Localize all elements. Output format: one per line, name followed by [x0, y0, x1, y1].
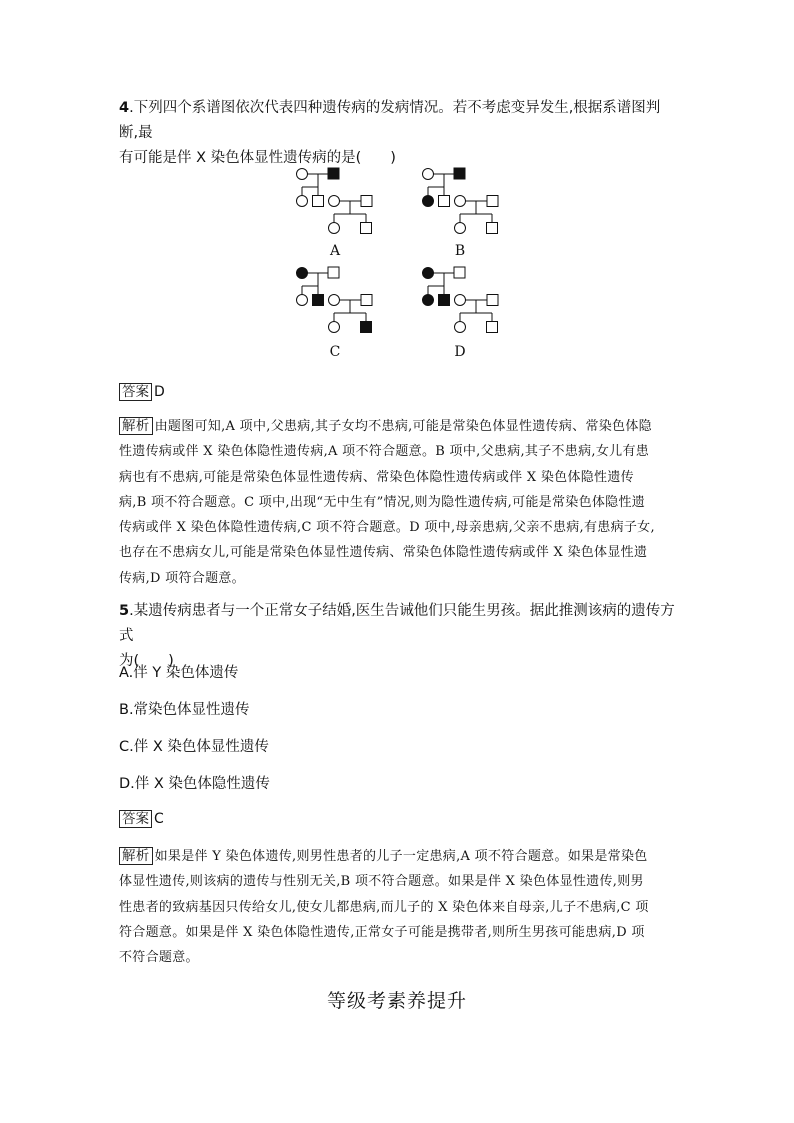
explanation-line: 符合题意。如果是伴 X 染色体隐性遗传,正常女子可能是携带者,则所生男孩可能患病,D 项 [119, 924, 645, 940]
explanation-text: 如果是伴 Y 染色体遗传,则男性患者的儿子一定患病,A 项不符合题意。如果是常染色 [154, 849, 648, 864]
option-a: A.伴 Y 染色体遗传 [119, 665, 239, 681]
question-4-line-2: 有可能是伴 X 染色体显性遗传病的是( ) [119, 150, 396, 166]
explanation-line: 传病或伴 X 染色体隐性遗传病,C 项不符合题意。D 项中,母亲患病,父亲不患病,有患病子女, [119, 520, 655, 536]
explanation-line [119, 844, 681, 869]
question-4-number: 4 [119, 100, 130, 116]
pedigree-label-a: A [329, 243, 341, 259]
answer-tag: 答案 [119, 810, 152, 828]
explanation-line: 不符合题意。 [119, 950, 199, 966]
question-5-text-1: .某遗传病患者与一个正常女子结婚,医生告诫他们只能生男孩。据此推测该病的遗传方式 [119, 603, 675, 644]
question-5-line-1 [119, 599, 679, 649]
answer-value: C [154, 811, 164, 827]
question-5-explanation [119, 844, 681, 970]
pedigree-label-c: C [329, 344, 341, 360]
explanation-line [119, 414, 681, 439]
option-d: D.伴 X 染色体隐性遗传 [119, 776, 270, 792]
question-5-number: 5 [119, 603, 130, 619]
explanation-tag: 解析 [119, 847, 153, 865]
question-5-answer [119, 810, 164, 828]
pedigree-d [423, 267, 499, 333]
question-4-explanation [119, 414, 681, 591]
explanation-tag: 解析 [119, 417, 153, 435]
pedigree-a [297, 168, 373, 234]
explanation-line: 性遗传病或伴 X 染色体隐性遗传病,A 项不符合题意。B 项中,父患病,其子不患病,女儿有患 [119, 444, 650, 460]
explanation-line: 病,B 项不符合题意。C 项中,出现“无中生有”情况,则为隐性遗传病,可能是常染色体隐性遗 [119, 494, 646, 510]
explanation-line: 性患者的致病基因只传给女儿,使女儿都患病,而儿子的 X 染色体来自母亲,儿子不患病,C 项 [119, 899, 649, 915]
question-4-line-1 [119, 96, 679, 146]
explanation-line: 体显性遗传,则该病的遗传与性别无关,B 项不符合题意。如果是伴 X 染色体显性遗传,则男 [119, 874, 644, 890]
explanation-text: 由题图可知,A 项中,父患病,其子女均不患病,可能是常染色体显性遗传病、常染色体隐 [154, 419, 652, 434]
answer-tag: 答案 [119, 383, 152, 401]
answer-value: D [154, 384, 165, 400]
pedigree-b [423, 168, 499, 234]
question-4-answer [119, 383, 165, 401]
question-5-line-2: 为( ) [119, 653, 174, 669]
explanation-line: 传病,D 项符合题意。 [119, 570, 245, 586]
pedigree-label-d: D [454, 344, 466, 360]
pedigree-label-b: B [454, 243, 466, 259]
question-4-text-1: .下列四个系谱图依次代表四种遗传病的发病情况。若不考虑变异发生,根据系谱图判断,最 [119, 100, 661, 141]
section-title: 等级考素养提升 [326, 990, 467, 1012]
option-b: B.常染色体显性遗传 [119, 702, 250, 718]
explanation-line: 病也有不患病,可能是常染色体显性遗传病、常染色体隐性遗传病或伴 X 染色体隐性遗传 [119, 469, 634, 485]
pedigree-c [297, 267, 373, 333]
explanation-line: 也存在不患病女儿,可能是常染色体显性遗传病、常染色体隐性遗传病或伴 X 染色体显性遗 [119, 545, 648, 561]
option-c: C.伴 X 染色体显性遗传 [119, 739, 269, 755]
